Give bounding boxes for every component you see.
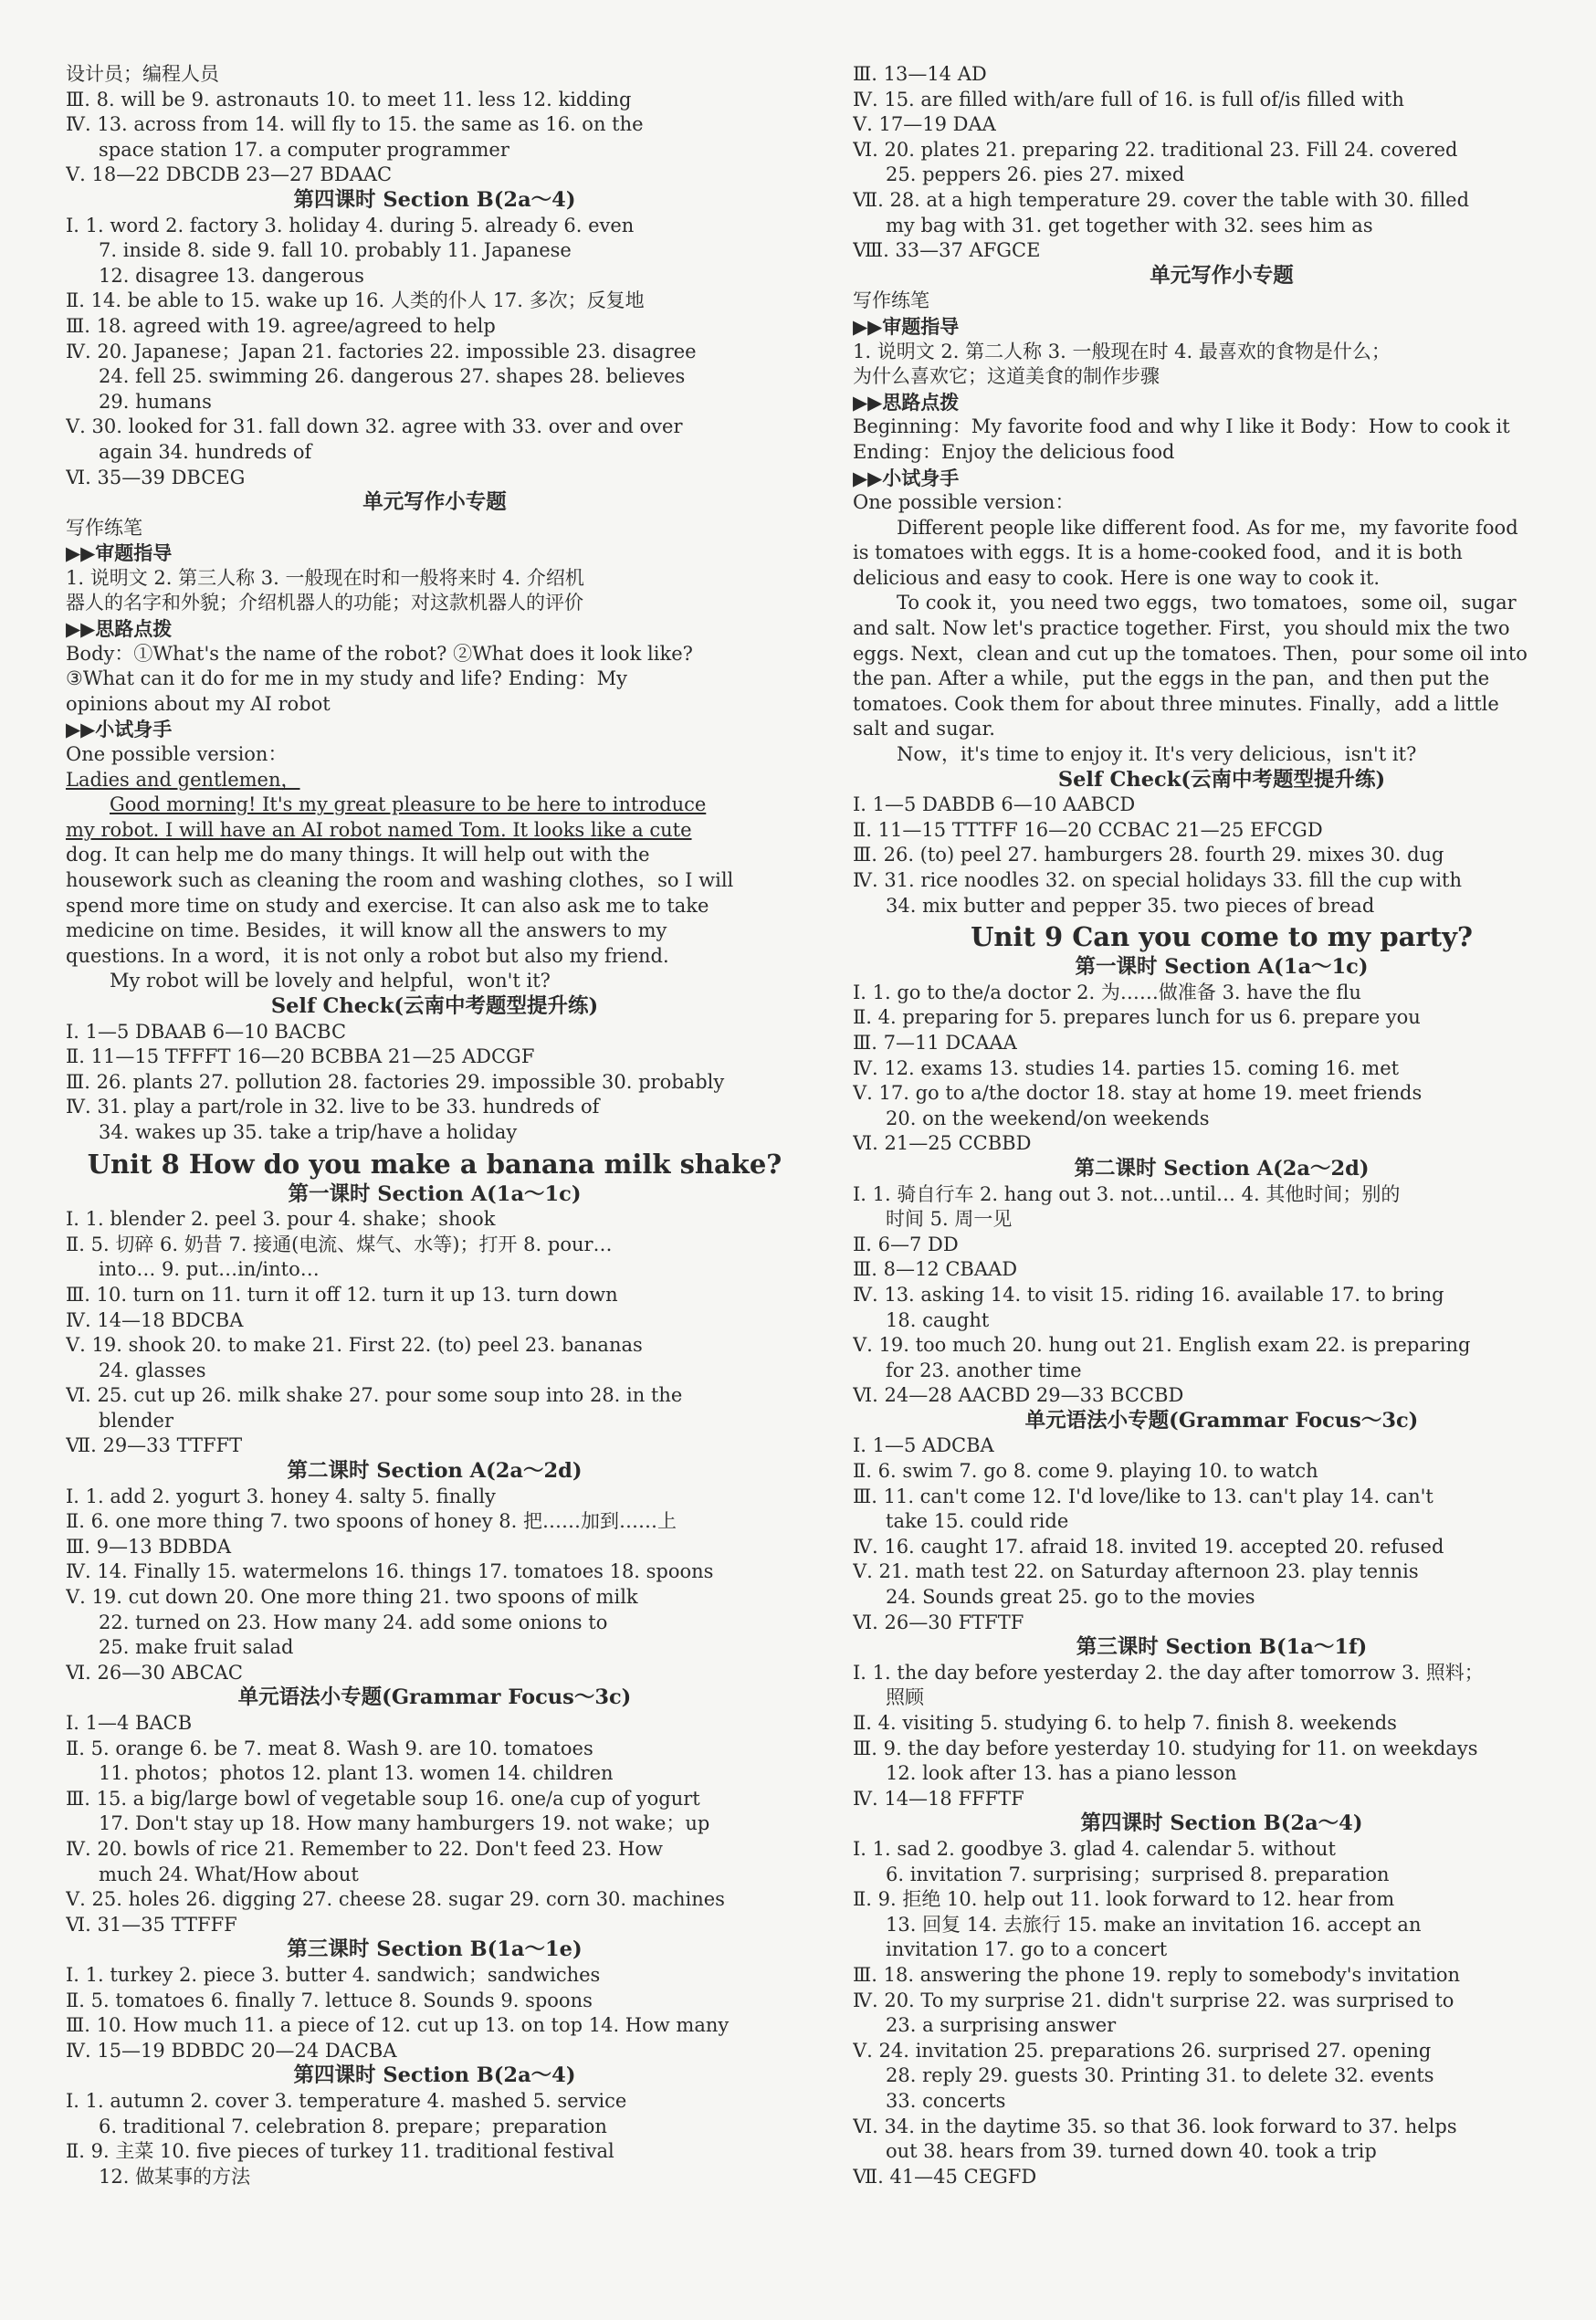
writing-step-heading: ▶▶思路点拨 — [853, 390, 960, 414]
answer-line: Ⅲ. 10. turn on 11. turn it off 12. turn it up 13. turn down — [66, 1283, 618, 1306]
answer-line-continued: 20. on the weekend/on weekends — [886, 1107, 1210, 1129]
answer-line: Ⅲ. 26. (to) peel 27. hamburgers 28. fourth 29. mixes 30. dug — [853, 844, 1444, 866]
answer-line: Ⅴ. 24. invitation 25. preparations 26. surprised 27. opening — [853, 2039, 1432, 2062]
answer-line: Ⅱ. 14. be able to 15. wake up 16. 人类的仆人 17. 多次；反复地 — [66, 289, 645, 312]
answer-line-continued: 17. Don't stay up 18. How many hamburgers 19. not wake；up — [99, 1812, 710, 1835]
answer-line: 1. 说明文 2. 第三人称 3. 一般现在时和一般将来时 4. 介绍机 — [66, 566, 584, 589]
answer-line: opinions about my AI robot — [66, 692, 331, 715]
answer-line: Ⅳ. 20. Japanese；Japan 21. factories 22. impossible 23. disagree — [66, 340, 697, 362]
left-column — [66, 62, 803, 2189]
unit-title: Unit 8 How do you make a banana milk shake? — [87, 1148, 782, 1180]
answer-line: Ⅱ. 11—15 TTTFF 16—20 CCBAC 21—25 EFCGD — [853, 818, 1323, 841]
answer-line: Ⅶ. 28. at a high temperature 29. cover the table with 30. filled — [853, 188, 1470, 211]
answer-line: Ⅰ. 1. sad 2. goodbye 3. glad 4. calendar 5. without — [853, 1837, 1336, 1860]
answer-line-continued: 12. disagree 13. dangerous — [99, 264, 364, 287]
lesson-heading: 第一课时 Section A(1a～1c) — [288, 1181, 582, 1206]
answer-line-continued: 34. wakes up 35. take a trip/have a holiday — [99, 1120, 518, 1143]
answer-line: Ⅷ. 33—37 AFGCE — [853, 239, 1041, 262]
answer-line: Ⅱ. 4. visiting 5. studying 6. to help 7. finish 8. weekends — [853, 1712, 1397, 1734]
answer-line: and salt. Now let's practice together. First，you should mix the two — [853, 617, 1510, 640]
section-heading: 单元写作小专题 — [1150, 263, 1294, 288]
answer-line: Ⅳ. 13. asking 14. to visit 15. riding 16. available 17. to bring — [853, 1283, 1444, 1306]
answer-line: Ⅰ. 1. go to the/a doctor 2. 为……做准备 3. have the flu — [853, 981, 1361, 1003]
answer-line: housework such as cleaning the room and washing clothes，so I will — [66, 869, 734, 891]
lesson-heading: 第三课时 Section B(1a～1e) — [287, 1937, 583, 1962]
answer-line-continued: my bag with 31. get together with 32. sees him as — [886, 214, 1373, 236]
essay-paragraph-start: Different people like different food. As for me，my favorite food — [897, 516, 1518, 539]
answer-line-continued: 25. make fruit salad — [99, 1636, 294, 1659]
answer-line-continued: 24. fell 25. swimming 26. dangerous 27. shapes 28. believes — [99, 365, 686, 388]
answer-line: Ⅵ. 26—30 ABCAC — [66, 1661, 243, 1684]
answer-line: Ⅱ. 11—15 TFFFT 16—20 BCBBA 21—25 ADCGF — [66, 1045, 535, 1068]
answer-line-continued: 11. photos；photos 12. plant 13. women 14. children — [99, 1762, 614, 1785]
answer-line: Ⅵ. 21—25 CCBBD — [853, 1132, 1032, 1155]
essay-paragraph-start: My robot will be lovely and helpful，won't it? — [110, 970, 551, 992]
answer-line: Ⅰ. 1—4 BACB — [66, 1712, 193, 1734]
answer-line: Ⅵ. 20. plates 21. preparing 22. traditional 23. Fill 24. covered — [853, 138, 1458, 161]
answer-line: Ⅵ. 34. in the daytime 35. so that 36. look forward to 37. helps — [853, 2115, 1457, 2137]
answer-line-continued: 照顾 — [886, 1686, 924, 1709]
answer-line: Ⅴ. 19. too much 20. hung out 21. English exam 22. is preparing — [853, 1334, 1471, 1357]
answer-line-continued: 34. mix butter and pepper 35. two pieces of bread — [886, 894, 1375, 917]
answer-line: Ⅳ. 15. are filled with/are full of 16. is full of/is filled with — [853, 88, 1404, 110]
answer-line: 器人的名字和外貌；介绍机器人的功能；对这款机器人的评价 — [66, 592, 583, 614]
answer-line: Ⅰ. 1. autumn 2. cover 3. temperature 4. mashed 5. service — [66, 2089, 627, 2112]
answer-line-continued: 7. inside 8. side 9. fall 10. probably 11. Japanese — [99, 239, 572, 262]
right-column — [853, 62, 1591, 2189]
answer-line: Ⅲ. 8—12 CBAAD — [853, 1258, 1018, 1281]
answer-line-continued: 22. turned on 23. How many 24. add some onions to — [99, 1611, 608, 1633]
answer-line: Ⅰ. 1—5 DABDB 6—10 AABCD — [853, 793, 1136, 816]
writing-step-heading: ▶▶小试身手 — [853, 466, 960, 489]
answer-line: is tomatoes with eggs. It is a home-cooked food，and it is both — [853, 541, 1463, 564]
answer-line: Ⅱ. 5. orange 6. be 7. meat 8. Wash 9. are 10. tomatoes — [66, 1737, 593, 1759]
essay-paragraph-start: To cook it，you need two eggs，two tomatoes，some oil，sugar — [897, 592, 1517, 614]
essay-paragraph-start: Now，it's time to enjoy it. It's very delicious，isn't it? — [897, 743, 1417, 766]
answer-line: Ⅲ. 9—13 BDBDA — [66, 1535, 232, 1558]
answer-line: Ⅳ. 14. Finally 15. watermelons 16. things 17. tomatoes 18. spoons — [66, 1560, 714, 1583]
answer-line-continued: 24. glasses — [99, 1359, 206, 1381]
answer-line: Ⅱ. 4. preparing for 5. prepares lunch for us 6. prepare you — [853, 1006, 1421, 1029]
answer-line: Ⅳ. 31. rice noodles 32. on special holidays 33. fill the cup with — [853, 869, 1463, 891]
answer-line: Ⅴ. 18—22 DBCDB 23—27 BDAAC — [66, 163, 393, 186]
answer-line: salt and sugar. — [853, 718, 995, 740]
answer-line: Ⅴ. 25. holes 26. digging 27. cheese 28. sugar 29. corn 30. machines — [66, 1888, 725, 1911]
lesson-heading: 第三课时 Section B(1a～1f) — [1076, 1635, 1368, 1660]
writing-step-heading: ▶▶思路点拨 — [66, 617, 173, 641]
answer-line: Ⅱ. 9. 主菜 10. five pieces of turkey 11. traditional festival — [66, 2140, 614, 2163]
answer-line: ③What can it do for me in my study and life? Ending：My — [66, 667, 627, 690]
answer-line: Body：①What's the name of the robot? ②What does it look like? — [66, 642, 693, 665]
lesson-heading: 第四课时 Section B(2a～4) — [293, 2063, 576, 2088]
answer-line: Ⅳ. 16. caught 17. afraid 18. invited 19. accepted 20. refused — [853, 1535, 1444, 1558]
answer-line-continued: 29. humans — [99, 390, 212, 413]
answer-line: One possible version： — [66, 743, 288, 766]
answer-line: Ⅱ. 9. 拒绝 10. help out 11. look forward to 12. hear from — [853, 1888, 1395, 1911]
answer-line: Ⅰ. 1. the day before yesterday 2. the day after tomorrow 3. 照料； — [853, 1661, 1484, 1684]
answer-line: 写作练笔 — [853, 289, 929, 312]
answer-line-continued: out 38. hears from 39. turned down 40. took a trip — [886, 2140, 1377, 2163]
answer-line: 1. 说明文 2. 第二人称 3. 一般现在时 4. 最喜欢的食物是什么； — [853, 340, 1391, 362]
answer-line: questions. In a word，it is not only a robot but also my friend. — [66, 944, 669, 967]
answer-line: Ⅲ. 13—14 AD — [853, 63, 987, 85]
answer-line: Ⅴ. 19. cut down 20. One more thing 21. two spoons of milk — [66, 1586, 638, 1609]
answer-line-continued: take 15. could ride — [886, 1510, 1069, 1533]
answer-line: Ⅳ. 14—18 FFFTF — [853, 1787, 1024, 1810]
answer-line: tomatoes. Cook them for about three minutes. Finally，add a little — [853, 692, 1499, 715]
answer-line: Ⅳ. 31. play a part/role in 32. live to be 33. hundreds of — [66, 1096, 600, 1118]
answer-line: Ⅱ. 5. 切碎 6. 奶昔 7. 接通(电流、煤气、水等)；打开 8. pour… — [66, 1233, 613, 1255]
answer-line-continued: invitation 17. go to a concert — [886, 1938, 1168, 1961]
section-heading: Self Check(云南中考题型提升练) — [1057, 767, 1386, 792]
answer-line: 写作练笔 — [66, 516, 142, 539]
unit-title: Unit 9 Can you come to my party? — [971, 921, 1473, 953]
answer-line-continued: 18. caught — [886, 1308, 990, 1331]
section-heading: 单元语法小专题(Grammar Focus～3c) — [237, 1685, 632, 1710]
answer-line-continued: 12. look after 13. has a piano lesson — [886, 1762, 1237, 1785]
answer-line: 设计员；编程人员 — [66, 63, 219, 85]
answer-line-continued: space station 17. a computer programmer — [99, 138, 509, 161]
answer-line: Ⅵ. 26—30 FTFTF — [853, 1611, 1024, 1633]
answer-line: Ⅰ. 1—5 DBAAB 6—10 BACBC — [66, 1020, 347, 1043]
answer-line: Ⅳ. 20. To my surprise 21. didn't surprise 22. was surprised to — [853, 1989, 1454, 2011]
answer-line: spend more time on study and exercise. It can also ask me to take — [66, 894, 709, 917]
answer-line: Ⅴ. 19. shook 20. to make 21. First 22. (to) peel 23. bananas — [66, 1334, 643, 1357]
answer-line-continued: 6. invitation 7. surprising；surprised 8. preparation — [886, 1863, 1390, 1885]
lesson-heading: 第四课时 Section B(2a～4) — [1080, 1811, 1363, 1836]
answer-line-continued: 13. 回复 14. 去旅行 15. make an invitation 16. accept an — [886, 1913, 1422, 1936]
answer-line: delicious and easy to cook. Here is one way to cook it. — [853, 566, 1381, 589]
lesson-heading: 第二课时 Section A(2a～2d) — [287, 1459, 583, 1484]
writing-step-heading: ▶▶小试身手 — [66, 718, 173, 741]
answer-line: eggs. Next，clean and cut up the tomatoes. Then，pour some oil into — [853, 642, 1528, 665]
answer-line: Ⅴ. 30. looked for 31. fall down 32. agree with 33. over and over — [66, 415, 683, 438]
answer-line: Ⅳ. 13. across from 14. will fly to 15. the same as 16. on the — [66, 113, 644, 136]
answer-line: Ⅲ. 8. will be 9. astronauts 10. to meet 11. less 12. kidding — [66, 88, 632, 110]
answer-line: Ⅲ. 18. agreed with 19. agree/agreed to help — [66, 314, 496, 337]
answer-line: Ⅵ. 31—35 TTFFF — [66, 1913, 237, 1936]
underlined-line: Ladies and gentlemen， — [66, 768, 300, 791]
answer-line: Ⅰ. 1—5 ADCBA — [853, 1434, 994, 1457]
answer-line: Ⅶ. 41—45 CEGFD — [853, 2165, 1037, 2188]
answer-line: Ⅲ. 9. the day before yesterday 10. studying for 11. on weekdays — [853, 1737, 1478, 1759]
answer-line-continued: 24. Sounds great 25. go to the movies — [886, 1586, 1255, 1609]
writing-step-heading: ▶▶审题指导 — [853, 314, 960, 338]
answer-line-continued: for 23. another time — [886, 1359, 1082, 1381]
answer-line: Ⅱ. 6—7 DD — [853, 1233, 959, 1255]
answer-line-continued: much 24. What/How about — [99, 1863, 359, 1885]
answer-line: Ⅴ. 17. go to a/the doctor 18. stay at home 19. meet friends — [853, 1082, 1423, 1105]
answer-line-continued: 33. concerts — [886, 2089, 1006, 2112]
lesson-heading: 第四课时 Section B(2a～4) — [293, 187, 576, 212]
answer-line-continued: 25. peppers 26. pies 27. mixed — [886, 163, 1185, 186]
answer-line-continued: 时间 5. 周一见 — [886, 1208, 1013, 1231]
answer-line: Ⅱ. 6. swim 7. go 8. come 9. playing 10. to watch — [853, 1460, 1318, 1483]
answer-line: Ⅲ. 10. How much 11. a piece of 12. cut up 13. on top 14. How many — [66, 2014, 730, 2037]
answer-line: Ⅰ. 1. 骑自行车 2. hang out 3. not…until… 4. 其他时间；别的 — [853, 1182, 1401, 1205]
answer-line: Ⅰ. 1. word 2. factory 3. holiday 4. during 5. already 6. even — [66, 214, 635, 236]
lesson-heading: 第一课时 Section A(1a～1c) — [1075, 955, 1369, 980]
section-heading: 单元语法小专题(Grammar Focus～3c) — [1024, 1408, 1419, 1433]
writing-step-heading: ▶▶审题指导 — [66, 541, 173, 565]
answer-line: Ⅴ. 21. math test 22. on Saturday afternoon 23. play tennis — [853, 1560, 1419, 1583]
answer-line: Ⅲ. 18. answering the phone 19. reply to somebody's invitation — [853, 1963, 1461, 1986]
section-heading: 单元写作小专题 — [362, 490, 507, 515]
answer-line: Ⅶ. 29—33 TTFFT — [66, 1434, 243, 1457]
answer-line: dog. It can help me do many things. It will help out with the — [66, 844, 650, 866]
answer-line: Ⅲ. 11. can't come 12. I'd love/like to 13. can't play 14. can't — [853, 1485, 1433, 1507]
answer-line: Ⅳ. 15—19 BDBDC 20—24 DACBA — [66, 2039, 397, 2062]
answer-line: Ⅱ. 5. tomatoes 6. finally 7. lettuce 8. Sounds 9. spoons — [66, 1989, 593, 2011]
answer-line: Ending：Enjoy the delicious food — [853, 440, 1175, 463]
answer-line: Ⅳ. 14—18 BDCBA — [66, 1308, 244, 1331]
answer-line: Ⅱ. 6. one more thing 7. two spoons of honey 8. 把……加到……上 — [66, 1510, 677, 1533]
answer-line-continued: 12. 做某事的方法 — [99, 2165, 251, 2188]
answer-line: Ⅲ. 15. a big/large bowl of vegetable soup 16. one/a cup of yogurt — [66, 1787, 700, 1810]
answer-line: Ⅲ. 7—11 DCAAA — [853, 1031, 1017, 1054]
lesson-heading: 第二课时 Section A(2a～2d) — [1074, 1156, 1370, 1181]
answer-line: Ⅳ. 20. bowls of rice 21. Remember to 22. Don't feed 23. How — [66, 1837, 663, 1860]
answer-line-continued: into… 9. put…in/into… — [99, 1258, 320, 1281]
underlined-line: my robot. I will have an AI robot named Tom. It looks like a cute — [66, 818, 692, 841]
answer-line: medicine on time. Besides，it will know all the answers to my — [66, 919, 667, 942]
answer-line-continued: 28. reply 29. guests 30. Printing 31. to delete 32. events — [886, 2064, 1434, 2087]
answer-line: Ⅳ. 12. exams 13. studies 14. parties 15. coming 16. met — [853, 1056, 1400, 1079]
answer-line: Ⅲ. 26. plants 27. pollution 28. factories 29. impossible 30. probably — [66, 1070, 725, 1093]
answer-line: Beginning：My favorite food and why I like it Body：How to cook it — [853, 415, 1510, 438]
answer-line: Ⅰ. 1. add 2. yogurt 3. honey 4. salty 5. finally — [66, 1485, 496, 1507]
underlined-paragraph-start: Good morning! It's my great pleasure to be here to introduce — [110, 793, 707, 816]
section-heading: Self Check(云南中考题型提升练) — [270, 993, 599, 1018]
answer-line: the pan. After a while，put the eggs in the pan，and then put the — [853, 667, 1490, 690]
answer-line-continued: blender — [99, 1409, 174, 1432]
answer-line: One possible version： — [853, 491, 1075, 514]
answer-line: Ⅰ. 1. blender 2. peel 3. pour 4. shake；shook — [66, 1208, 496, 1231]
answer-line: Ⅵ. 24—28 AACBD 29—33 BCCBD — [853, 1384, 1184, 1407]
answer-line-continued: 23. a surprising answer — [886, 2014, 1117, 2037]
answer-line: Ⅵ. 35—39 DBCEG — [66, 466, 246, 488]
answer-line-continued: again 34. hundreds of — [99, 440, 312, 463]
answer-line: Ⅰ. 1. turkey 2. piece 3. butter 4. sandwich；sandwiches — [66, 1963, 601, 1986]
answer-line: Ⅴ. 17—19 DAA — [853, 113, 996, 136]
answer-line: Ⅵ. 25. cut up 26. milk shake 27. pour some soup into 28. in the — [66, 1384, 683, 1407]
answer-line-continued: 6. traditional 7. celebration 8. prepare；preparation — [99, 2115, 607, 2137]
answer-line: 为什么喜欢它；这道美食的制作步骤 — [853, 365, 1160, 388]
